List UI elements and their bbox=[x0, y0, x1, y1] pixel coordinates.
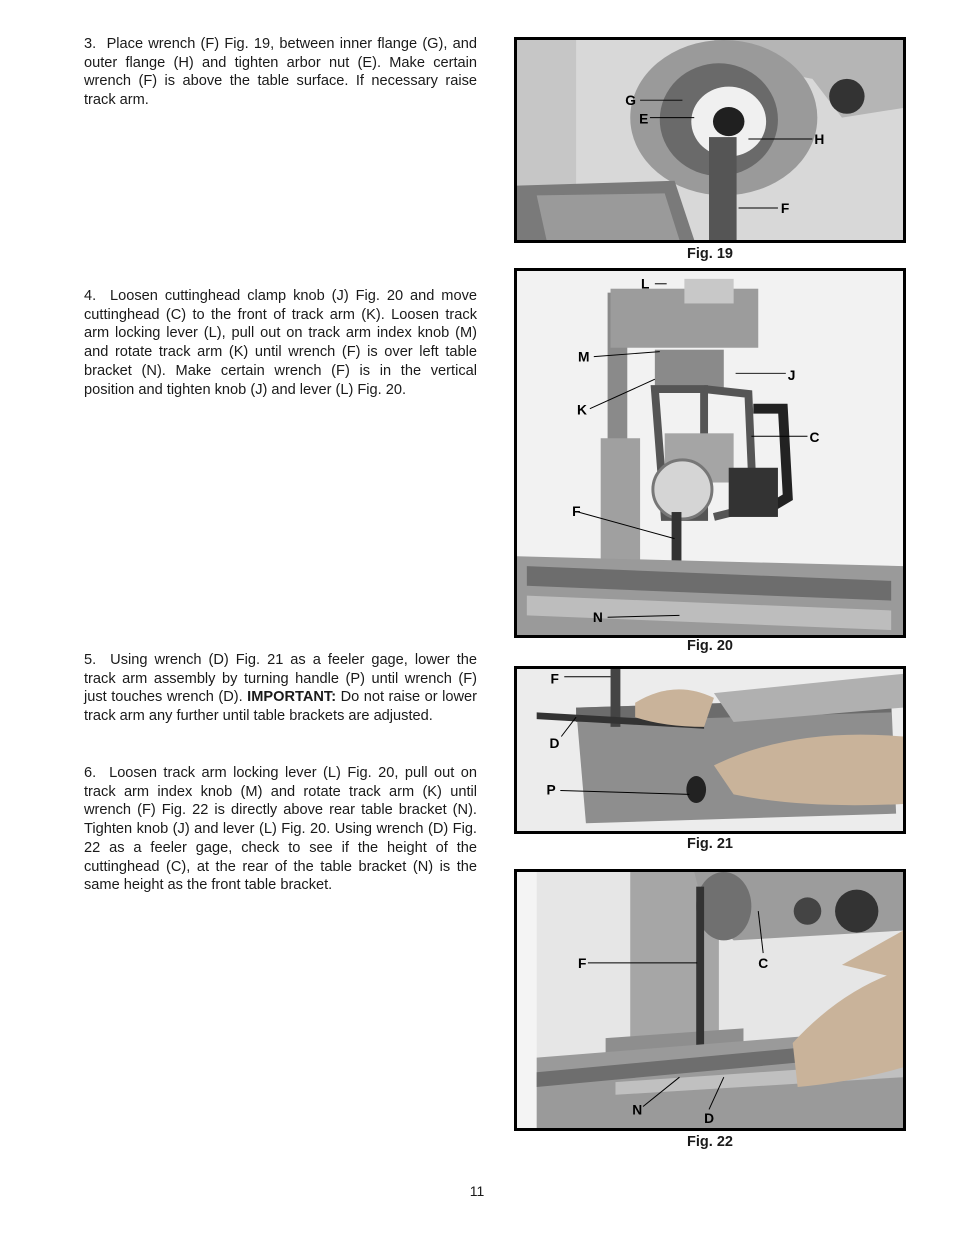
fig20-label-c: C bbox=[809, 430, 820, 446]
step-6-text: 6. Loosen track arm locking lever (L) Fig. 20, pull out on track arm index knob (M) and rotate track arm (K) until wrench (F) Fig. 22 is directly above rear table bracket (N). Tighten knob (J) and lever (L) Fig. 20. Using wrench (D) Fig. 22 as a feeler gage, check to see if the height of the cuttinghead (C), at the rear of the table bracket (N) is the same height as the front table bracket. bbox=[84, 765, 477, 894]
fig22-label-f: F bbox=[578, 955, 587, 971]
fig20-label-m: M bbox=[578, 349, 590, 365]
step-3-text: 3. Place wrench (F) Fig. 19, between inner flange (G), and outer flange (H) and tighten arbor nut (E). Make certain wrench (F) is above the table surface. If necessary raise track arm. bbox=[84, 36, 477, 109]
figure-19-photo bbox=[514, 37, 906, 243]
figure-20-illustration bbox=[517, 271, 903, 635]
fig19-label-g: G bbox=[625, 93, 637, 109]
figure-21-caption: Fig. 21 bbox=[687, 836, 733, 852]
step-5-text-before: 5. Using wrench (D) Fig. 21 as a feeler gage, lower the track arm assembly by turning handle (P) until wrench (F) just touches wrench (D). bbox=[84, 652, 477, 706]
fig19-label-h: H bbox=[814, 131, 825, 147]
figure-20-photo bbox=[514, 268, 906, 638]
figure-21-illustration bbox=[517, 669, 903, 831]
figure-21-photo bbox=[514, 666, 906, 834]
fig19-label-f: F bbox=[780, 200, 790, 216]
fig22-label-d: D bbox=[704, 1111, 715, 1127]
fig20-label-l: L bbox=[641, 276, 650, 292]
fig21-label-d: D bbox=[549, 736, 560, 752]
fig20-label-f: F bbox=[572, 503, 581, 519]
step-5-text-after: Do not raise or lower track arm any further until table brackets are adjusted. bbox=[84, 689, 477, 725]
step-5-text bbox=[84, 651, 477, 726]
fig22-label-c: C bbox=[758, 955, 769, 971]
figure-19-illustration bbox=[517, 40, 903, 240]
fig19-label-e: E bbox=[639, 111, 649, 127]
step-4-text: 4. Loosen cuttinghead clamp knob (J) Fig. 20 and move cuttinghead (C) to the front of track arm (K). Loosen track arm locking lever (L), pull out on track arm index knob (M) and rotate track arm (K) until wrench (F) is over left table bracket (N). Make certain wrench (F) is in the vertical position and tighten knob (J) and lever (L) Fig. 20. bbox=[84, 288, 477, 398]
fig20-label-j: J bbox=[787, 368, 796, 384]
fig20-label-k: K bbox=[577, 402, 588, 418]
page-number: 11 bbox=[469, 1183, 485, 1199]
fig22-label-n: N bbox=[632, 1102, 643, 1118]
figure-22-illustration bbox=[517, 872, 903, 1128]
fig21-label-f: F bbox=[550, 671, 559, 687]
figure-22-caption: Fig. 22 bbox=[687, 1134, 733, 1150]
fig20-label-n: N bbox=[592, 610, 603, 626]
figure-20-caption: Fig. 20 bbox=[687, 638, 733, 654]
figure-22-photo bbox=[514, 869, 906, 1131]
figure-19-caption: Fig. 19 bbox=[687, 246, 733, 262]
step-5-important: IMPORTANT: bbox=[247, 689, 337, 706]
fig21-label-p: P bbox=[546, 782, 556, 798]
